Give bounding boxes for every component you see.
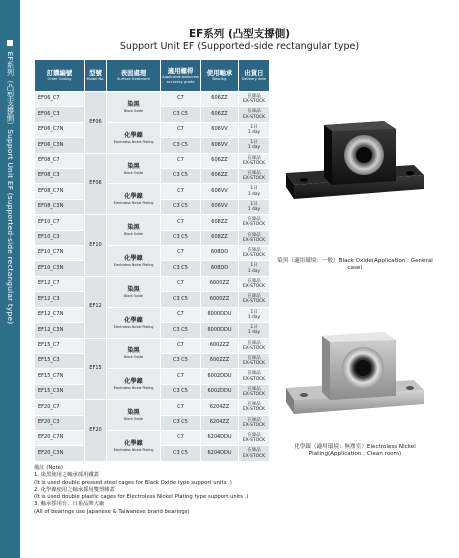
surface-nickel-plating [107, 369, 161, 400]
surface-label: 化學鎳 [124, 378, 143, 386]
square-bullet-icon [7, 40, 13, 46]
accuracy-grade: C3 C5 [161, 199, 201, 214]
table-row [35, 153, 270, 168]
surface-label-en: Electroless Nickel Plating [113, 139, 154, 144]
surface-label: 染黑 [127, 409, 140, 417]
delivery-label-en: 1 day [247, 191, 261, 197]
bearing-model: 6204ZZ [201, 415, 239, 430]
header-accuracy: 適用螺桿 Applicable ballscrew accuracy grade [161, 60, 201, 92]
delivery-label: 在庫品 [247, 294, 261, 300]
delivery-label-en: EX-STOCK [242, 253, 266, 259]
notes [34, 465, 434, 516]
surface-nickel-plating [107, 307, 161, 338]
delivery-status [239, 138, 270, 153]
delivery-label-en: EX-STOCK [242, 222, 266, 228]
delivery-status [239, 430, 270, 445]
side-bar [0, 0, 20, 558]
delivery-status [239, 400, 270, 415]
accuracy-grade: C7 [161, 276, 201, 291]
accuracy-grade: C3 C5 [161, 169, 201, 184]
table-row [35, 122, 270, 137]
header-delivery: 出貨日 Delivery date [239, 60, 270, 92]
delivery-status [239, 92, 270, 107]
accuracy-grade: C3 C5 [161, 138, 201, 153]
page-title: EF系列 (凸型支撐側) [188, 28, 291, 40]
delivery-status [239, 107, 270, 122]
accuracy-grade: C7 [161, 122, 201, 137]
delivery-label-en: EX-STOCK [242, 407, 266, 413]
order-code: EF20_C7N [35, 430, 85, 445]
nickel-plating-image [274, 308, 434, 432]
order-code: EF08_C7N [35, 184, 85, 199]
bearing-model: 606VV [201, 138, 239, 153]
surface-label: 染黑 [127, 347, 140, 355]
delivery-label: 在庫品 [247, 171, 261, 177]
order-code: EF08_C7 [35, 153, 85, 168]
bearing-model: 606VV [201, 122, 239, 137]
delivery-label: 在庫品 [247, 386, 261, 392]
surface-label: 化學鎳 [124, 193, 143, 201]
surface-nickel-plating [107, 184, 161, 215]
surface-label: 化學鎳 [124, 254, 143, 262]
bearing-model: 606ZZ [201, 169, 239, 184]
accuracy-grade: C7 [161, 153, 201, 168]
order-code: EF20_C3N [35, 446, 85, 461]
surface-label-en: Electroless Nickel Plating [113, 201, 154, 206]
delivery-label-en: EX-STOCK [242, 176, 266, 182]
order-code: EF20_C3 [35, 415, 85, 430]
bearing-model: 6000ZZ [201, 292, 239, 307]
surface-label-en: Black Oxide [124, 417, 143, 422]
order-code: EF06_C7 [35, 92, 85, 107]
delivery-label-en: 1 day [247, 145, 261, 151]
order-code: EF10_C7N [35, 246, 85, 261]
note-line: 3. 軸承採用台、日系品牌大廠 [34, 501, 105, 508]
page-subtitle: Support Unit EF (Supported-side rectangular type) [119, 41, 360, 52]
delivery-label: 在庫品 [247, 248, 261, 254]
note-line: (All of bearings use Japanese & Taiwanese brand bearings) [34, 508, 190, 515]
note-line: 1. 染黑使用之軸承採用鐵蓋 [34, 472, 100, 479]
order-code: EF15_C7 [35, 338, 85, 353]
bearing-model: 6002ZZ [201, 353, 239, 368]
delivery-label-en: EX-STOCK [242, 361, 266, 367]
model-no: EF15 [85, 338, 107, 400]
accuracy-grade: C3 C5 [161, 415, 201, 430]
table-row [35, 430, 270, 445]
accuracy-grade: C3 C5 [161, 353, 201, 368]
delivery-status [239, 169, 270, 184]
delivery-label-en: EX-STOCK [242, 391, 266, 397]
bearing-model: 606ZZ [201, 107, 239, 122]
delivery-label-en: EX-STOCK [242, 114, 266, 120]
note-line: (It is used double pressed steel cages for Black Oxide type support units .) [34, 479, 232, 486]
order-code: EF12_C7N [35, 307, 85, 322]
bearing-model: 606VV [201, 184, 239, 199]
accuracy-grade: C7 [161, 430, 201, 445]
delivery-label: 在庫品 [247, 355, 261, 361]
accuracy-grade: C3 C5 [161, 446, 201, 461]
delivery-status [239, 276, 270, 291]
surface-black-oxide [107, 338, 161, 369]
delivery-label: 1日 [250, 325, 258, 331]
nickel-plating-caption: 化學鎳（適用環境：無塵室）Electroless Nickel Plating(Application : Clean room) [294, 444, 416, 457]
table-row [35, 369, 270, 384]
table-header-row [35, 60, 270, 92]
bearing-model: 6204ZZ [201, 400, 239, 415]
black-oxide-image [274, 95, 434, 219]
order-code: EF10_C3N [35, 261, 85, 276]
accuracy-grade: C7 [161, 92, 201, 107]
delivery-label-en: 1 day [247, 130, 261, 136]
surface-black-oxide [107, 400, 161, 431]
order-code: EF06_C3N [35, 138, 85, 153]
delivery-status [239, 230, 270, 245]
table-row [35, 184, 270, 199]
delivery-label-en: EX-STOCK [242, 299, 266, 305]
delivery-label-en: EX-STOCK [242, 376, 266, 382]
delivery-status [239, 369, 270, 384]
surface-label: 化學鎳 [124, 316, 143, 324]
note-line: 2. 化學鎳使用之軸承採用雙塑膠蓋 [34, 486, 115, 493]
header-order-coding: 訂購編號 Order Coding [35, 60, 85, 92]
delivery-status [239, 384, 270, 399]
side-title-text: EF系列（凸型支撐側）Support Unit EF (supported-side rectangular type) [6, 51, 15, 325]
surface-label-en: Black Oxide [124, 232, 143, 237]
delivery-label: 在庫品 [247, 155, 261, 161]
model-no: EF10 [85, 215, 107, 277]
surface-label: 染黑 [127, 162, 140, 170]
accuracy-grade: C7 [161, 215, 201, 230]
delivery-status [239, 184, 270, 199]
delivery-label-en: EX-STOCK [242, 237, 266, 243]
surface-label: 染黑 [127, 100, 140, 108]
bearing-model: 6002DDU [201, 369, 239, 384]
delivery-label-en: 1 day [247, 314, 261, 320]
delivery-label: 1日 [250, 124, 258, 130]
bearing-model: 608ZZ [201, 230, 239, 245]
delivery-label: 在庫品 [247, 417, 261, 423]
accuracy-grade: C7 [161, 338, 201, 353]
delivery-status [239, 246, 270, 261]
table-row [35, 400, 270, 415]
order-code: EF10_C3 [35, 230, 85, 245]
accuracy-grade: C3 C5 [161, 384, 201, 399]
surface-label: 染黑 [127, 224, 140, 232]
spec-table [34, 59, 270, 462]
surface-black-oxide [107, 215, 161, 246]
delivery-status [239, 215, 270, 230]
delivery-label: 在庫品 [247, 432, 261, 438]
header-surface: 表面處理 Surface treatment [107, 60, 161, 92]
delivery-label-en: EX-STOCK [242, 453, 266, 459]
delivery-status [239, 353, 270, 368]
delivery-label: 在庫品 [247, 448, 261, 454]
note-line: (It is used double plastic cages for Electroless Nickel Plating type support units .) [34, 494, 249, 501]
order-code: EF06_C3 [35, 107, 85, 122]
accuracy-grade: C7 [161, 184, 201, 199]
header-bearing: 使用軸承 Bearing [201, 60, 239, 92]
delivery-status [239, 261, 270, 276]
bearing-model: 6000DDU [201, 307, 239, 322]
bearing-model: 608DD [201, 246, 239, 261]
delivery-label: 在庫品 [247, 402, 261, 408]
order-code: EF15_C3 [35, 353, 85, 368]
delivery-label: 1日 [250, 201, 258, 207]
surface-label: 化學鎳 [124, 439, 143, 447]
table-row [35, 215, 270, 230]
surface-label-en: Black Oxide [124, 355, 143, 360]
order-code: EF12_C7 [35, 276, 85, 291]
delivery-label: 在庫品 [247, 94, 261, 99]
delivery-label: 在庫品 [247, 109, 261, 115]
surface-nickel-plating [107, 430, 161, 461]
model-no: EF06 [85, 92, 107, 154]
order-code: EF20_C7 [35, 400, 85, 415]
table-row [35, 276, 270, 291]
accuracy-grade: C7 [161, 400, 201, 415]
header-model-no: 型號 Model No. [85, 60, 107, 92]
bearing-model: 6002DDU [201, 384, 239, 399]
delivery-label: 1日 [250, 309, 258, 315]
order-code: EF08_C3 [35, 169, 85, 184]
delivery-status [239, 446, 270, 461]
delivery-status [239, 292, 270, 307]
surface-label-en: Electroless Nickel Plating [113, 386, 154, 391]
surface-black-oxide [107, 276, 161, 307]
delivery-label-en: EX-STOCK [242, 160, 266, 166]
accuracy-grade: C7 [161, 307, 201, 322]
nickel-support-unit-icon [274, 308, 434, 432]
table-row [35, 92, 270, 107]
bearing-model: 6002ZZ [201, 338, 239, 353]
delivery-label-en: EX-STOCK [242, 422, 266, 428]
surface-label-en: Black Oxide [124, 108, 143, 113]
order-code: EF12_C3 [35, 292, 85, 307]
accuracy-grade: C7 [161, 369, 201, 384]
delivery-status [239, 323, 270, 338]
bearing-model: 6204DDU [201, 446, 239, 461]
delivery-label-en: EX-STOCK [242, 345, 266, 351]
surface-label-en: Electroless Nickel Plating [113, 324, 154, 329]
bearing-model: 606VV [201, 199, 239, 214]
surface-label-en: Electroless Nickel Plating [113, 447, 154, 452]
bearing-model: 608ZZ [201, 215, 239, 230]
surface-nickel-plating [107, 246, 161, 277]
order-code: EF10_C7 [35, 215, 85, 230]
surface-label-en: Black Oxide [124, 293, 143, 298]
bearing-model: 606ZZ [201, 92, 239, 107]
surface-nickel-plating [107, 122, 161, 153]
bearing-model: 6204DDU [201, 430, 239, 445]
surface-label: 染黑 [127, 285, 140, 293]
delivery-label-en: EX-STOCK [242, 284, 266, 290]
table-row [35, 338, 270, 353]
delivery-label: 在庫品 [247, 371, 261, 377]
delivery-label-en: 1 day [247, 330, 261, 336]
delivery-label: 在庫品 [247, 232, 261, 238]
delivery-status [239, 307, 270, 322]
side-title [4, 40, 16, 340]
surface-label-en: Electroless Nickel Plating [113, 262, 154, 267]
order-code: EF08_C3N [35, 199, 85, 214]
delivery-label: 1日 [250, 263, 258, 269]
order-code: EF12_C3N [35, 323, 85, 338]
order-code: EF06_C7N [35, 122, 85, 137]
delivery-label-en: EX-STOCK [242, 99, 266, 105]
delivery-label-en: EX-STOCK [242, 438, 266, 444]
delivery-label-en: 1 day [247, 268, 261, 274]
model-no: EF12 [85, 276, 107, 338]
order-code: EF15_C3N [35, 384, 85, 399]
delivery-label-en: 1 day [247, 207, 261, 213]
table-row [35, 246, 270, 261]
model-no: EF08 [85, 153, 107, 215]
delivery-status [239, 153, 270, 168]
table-row [35, 307, 270, 322]
model-no: EF20 [85, 400, 107, 462]
delivery-label: 在庫品 [247, 217, 261, 223]
delivery-status [239, 199, 270, 214]
accuracy-grade: C3 C5 [161, 323, 201, 338]
accuracy-grade: C3 C5 [161, 261, 201, 276]
accuracy-grade: C3 C5 [161, 230, 201, 245]
surface-label-en: Black Oxide [124, 170, 143, 175]
black-oxide-caption: 染黑（適用環境：一般）Black Oxide(Application : General case) [277, 258, 433, 271]
order-code: EF15_C7N [35, 369, 85, 384]
bearing-model: 608DD [201, 261, 239, 276]
bearing-model: 6000DDU [201, 323, 239, 338]
delivery-label: 在庫品 [247, 278, 261, 284]
delivery-status [239, 338, 270, 353]
delivery-status [239, 122, 270, 137]
black-support-unit-icon [274, 95, 434, 219]
surface-label: 化學鎳 [124, 131, 143, 139]
notes-heading: 備註 (Note) [34, 465, 63, 471]
delivery-label: 1日 [250, 140, 258, 146]
delivery-label: 1日 [250, 186, 258, 192]
accuracy-grade: C7 [161, 246, 201, 261]
accuracy-grade: C3 C5 [161, 292, 201, 307]
surface-black-oxide [107, 153, 161, 184]
delivery-status [239, 415, 270, 430]
delivery-label: 在庫品 [247, 340, 261, 346]
bearing-model: 606ZZ [201, 153, 239, 168]
bearing-model: 6000ZZ [201, 276, 239, 291]
surface-black-oxide [107, 92, 161, 123]
accuracy-grade: C3 C5 [161, 107, 201, 122]
